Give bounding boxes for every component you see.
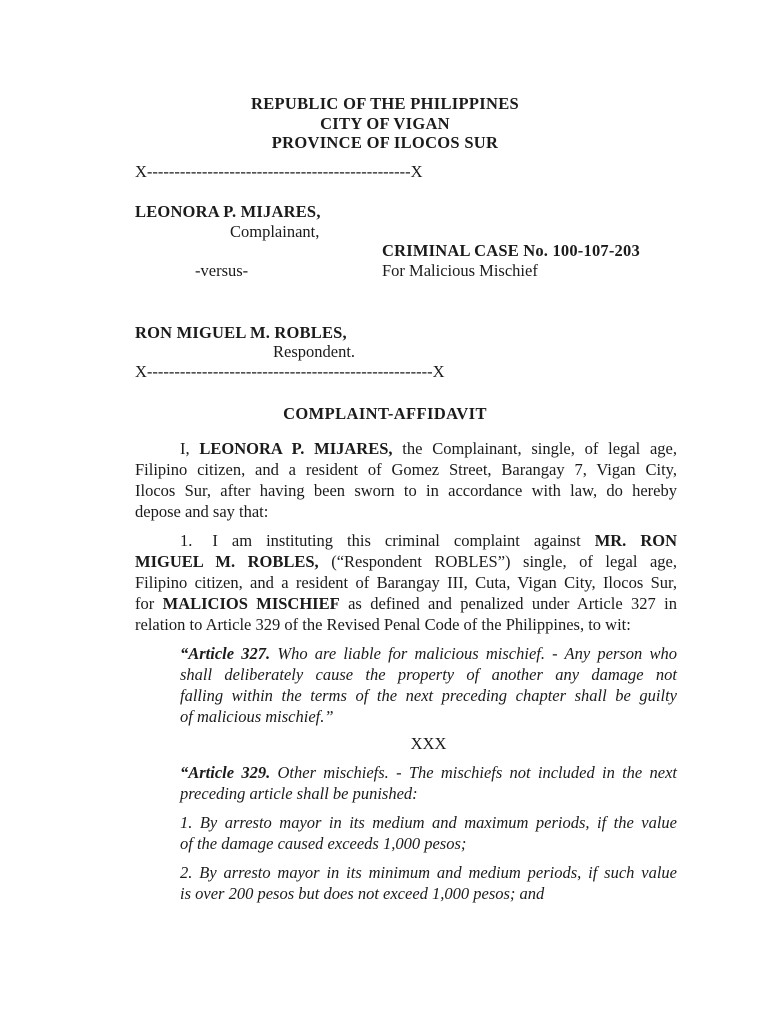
complainant-role: Complainant,	[230, 221, 320, 241]
header-line-province: PROVINCE OF ILOCOS SUR	[271, 133, 499, 152]
article-329-item-1-line: of the damage caused exceeds 1,000 pesos;	[180, 834, 467, 853]
case-info-column	[382, 241, 640, 280]
article-329-item-1	[180, 812, 677, 854]
institution-paragraph	[135, 530, 677, 635]
caption-spacer	[135, 280, 677, 300]
separator-line-top: X------------------------------------------------X	[135, 161, 423, 181]
article-329-item-2-line: is over 200 pesos but does not exceed 1,000 pesos; and	[180, 884, 545, 903]
article-327-quote	[180, 643, 677, 727]
doc-header	[135, 94, 635, 153]
affiant-intro-paragraph	[135, 438, 677, 522]
respondent-role: Respondent.	[273, 342, 356, 361]
article-329-item-2	[180, 862, 677, 904]
institution-paragraph-line: Filipino citizen, and a resident of Barangay III, Cuta, Vigan City, Ilocos Sur,	[135, 573, 677, 592]
header-line-city: CITY OF VIGAN	[320, 113, 450, 133]
institution-paragraph-line: relation to Article 329 of the Revised Penal Code of the Philippines, to wit:	[135, 615, 631, 634]
article-327-quote-line: falling within the terms of the next preceding chapter shall be guilty	[180, 686, 677, 705]
institution-paragraph-line: 1. I am instituting this criminal complaint against MR. RON	[180, 531, 677, 550]
document-body	[135, 438, 677, 904]
institution-paragraph-line: for MALICIOS MISCHIEF as defined and penalized under Article 327 in	[135, 594, 677, 613]
xxx-separator	[180, 733, 677, 754]
article-327-quote-line: “Article 327. Who are liable for malicious mischief. - Any person who	[180, 644, 677, 663]
article-327-quote-line: of malicious mischief.”	[180, 707, 334, 726]
case-charge: For Malicious Mischief	[382, 260, 538, 280]
complainant-name: LEONORA P. MIJARES,	[135, 202, 321, 221]
respondent-name: RON MIGUEL M. ROBLES,	[135, 322, 347, 342]
article-329-item-1-line: 1. By arresto mayor in its medium and maximum periods, if the value	[180, 813, 677, 832]
versus-label: -versus-	[195, 260, 249, 280]
institution-paragraph-line: MIGUEL M. ROBLES, (“Respondent ROBLES”) single, of legal age,	[135, 552, 677, 571]
affiant-intro-paragraph-line: Filipino citizen, and a resident of Gomez Street, Barangay 7, Vigan City,	[135, 460, 677, 479]
affiant-intro-paragraph-line: Ilocos Sur, after having been sworn to in accordance with law, do hereby	[135, 481, 677, 500]
case-caption	[135, 202, 677, 362]
article-329-quote-line: “Article 329. Other mischiefs. - The mischiefs not included in the next	[180, 763, 677, 782]
xxx-separator-line: XXX	[410, 734, 447, 753]
article-329-quote	[180, 762, 677, 804]
caption-spacer	[135, 300, 677, 323]
article-329-quote-line: preceding article shall be punished:	[180, 784, 418, 803]
affiant-intro-paragraph-line: depose and say that:	[135, 502, 269, 521]
article-329-item-2-line: 2. By arresto mayor in its minimum and medium periods, if such value	[180, 863, 677, 882]
case-number: CRIMINAL CASE No. 100-107-203	[382, 241, 640, 260]
document-title: COMPLAINT-AFFIDAVIT	[283, 404, 487, 423]
separator-line-bottom: X----------------------------------------------------X	[135, 361, 445, 381]
affiant-intro-paragraph-line: I, LEONORA P. MIJARES, the Complainant, single, of legal age,	[180, 439, 677, 458]
article-327-quote-line: shall deliberately cause the property of another any damage not	[180, 665, 677, 684]
header-line-republic: REPUBLIC OF THE PHILIPPINES	[250, 94, 520, 113]
